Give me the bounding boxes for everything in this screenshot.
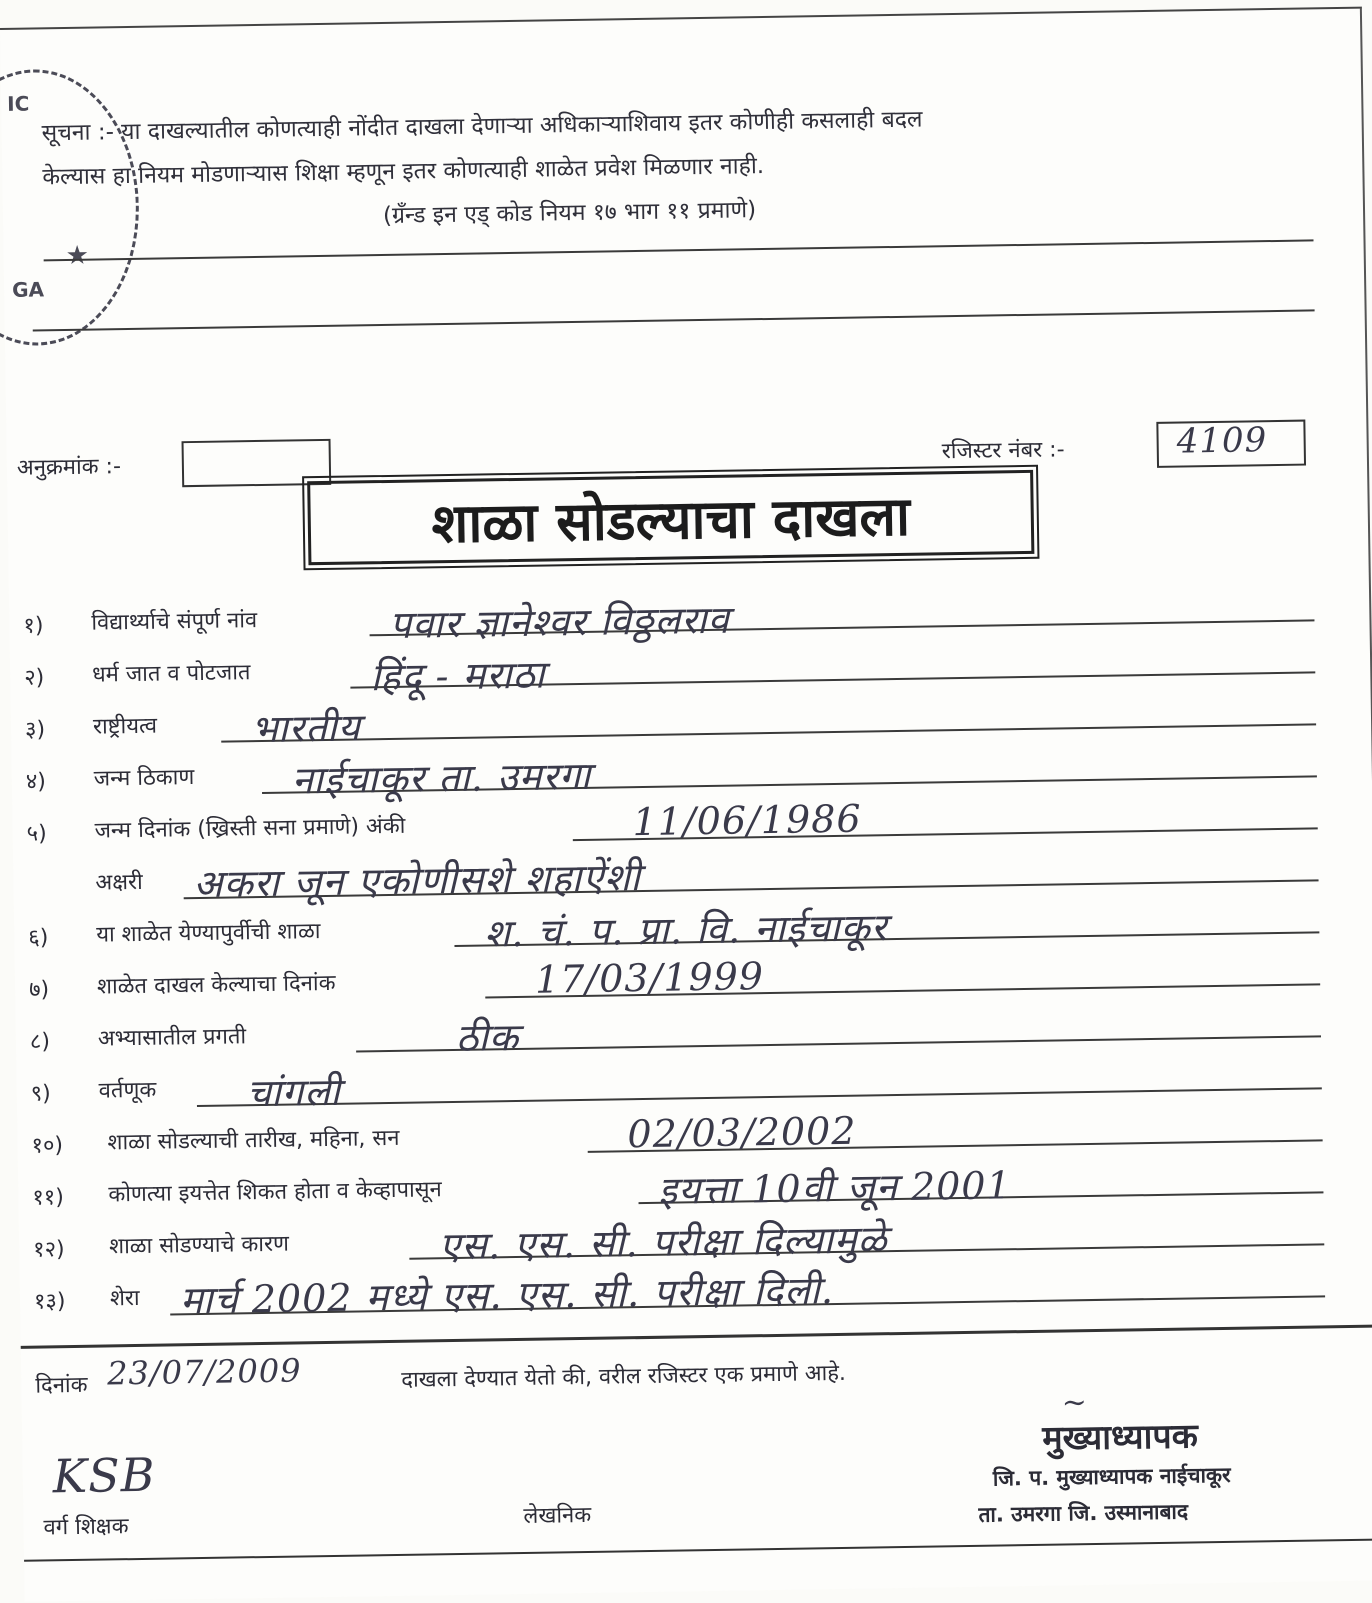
notice-line-1: सूचना :- या दाखल्यातील कोणत्याही नोंदीत दाखला देणाऱ्या अधिकाऱ्याशिवाय इतर कोणीही कसलाही बदल: [41, 106, 923, 147]
field-number: ६): [28, 925, 49, 951]
register-box: [1156, 420, 1306, 468]
footer-divider: [21, 1324, 1372, 1348]
field-value-student-name: पवार ज्ञानेश्वर विठ्ठलराव: [389, 597, 731, 647]
field-value-birth-date-words: अकरा जून एकोणीसशे शहाऐंशी: [193, 855, 642, 907]
field-number: ४): [25, 769, 47, 795]
field-label-birth-date-digits: जन्म दिनांक (ख्रिस्ती सना प्रमाणे) अंकी: [94, 813, 406, 844]
field-number: १०): [31, 1133, 64, 1159]
field-number: २): [24, 665, 45, 691]
field-label-previous-school: या शाळेत येण्यापुर्वीची शाळा: [96, 919, 321, 948]
field-value-leaving-reason: एस. एस. सी. परीक्षा दिल्यामुळे: [438, 1217, 888, 1269]
field-value-religion-caste: हिंदू - मराठा: [369, 652, 546, 700]
footer-certify-text: दाखला देण्यात येतो की, वरील रजिस्टर एक प्रमाणे आहे.: [401, 1360, 847, 1393]
field-label-nationality: राष्ट्रीयत्व: [92, 713, 158, 740]
head-school-line-1: जि. प. मुख्याध्यापक नाईचाकूर: [992, 1462, 1231, 1491]
field-label-birth-place: जन्म ठिकाण: [93, 765, 195, 792]
field-value-conduct: चांगली: [246, 1069, 342, 1116]
field-number: १): [23, 613, 44, 639]
field-number: ११): [32, 1185, 65, 1211]
stamp-star-icon: ★: [65, 240, 90, 271]
notice-line-2: केल्यास हा नियम मोडणाऱ्यास शिक्षा म्हणून इतर कोणत्याही शाळेत प्रवेश मिळणार नाही.: [42, 153, 765, 191]
serial-label: अनुक्रमांक :-: [16, 454, 122, 481]
notice-line-3: (ग्रँन्ड इन एड् कोड नियम १७ भाग ११ प्रमाणे): [382, 197, 757, 230]
field-rule: [197, 1087, 1322, 1107]
field-value-remarks: मार्च 2002 मध्ये एस. एस. सी. परीक्षा दिली.: [179, 1268, 835, 1323]
field-number: ८): [29, 1029, 51, 1055]
stamp-letters-1: IC: [7, 91, 30, 116]
footer-date-value: 23/07/2009: [106, 1351, 302, 1393]
field-label-class-since: कोणत्या इयत्तेत शिकत होता व केव्हापासून: [108, 1177, 442, 1208]
footer-date-label: दिनांक: [35, 1372, 88, 1399]
field-number: ३): [24, 717, 46, 743]
field-value-admission-date: 17/03/1999: [534, 954, 765, 1002]
field-number: १३): [33, 1289, 66, 1315]
field-label-admission-date: शाळेत दाखल केल्याचा दिनांक: [96, 970, 336, 1000]
head-title: मुख्याध्यापक: [1041, 1416, 1199, 1459]
field-number: १२): [33, 1237, 65, 1263]
register-number: 4109: [1176, 420, 1268, 462]
field-value-class-since: इयत्ता 10वी जून 2001: [658, 1163, 1013, 1213]
field-value-leaving-date: 02/03/2002: [627, 1108, 857, 1157]
class-teacher-signature: KSB: [52, 1447, 156, 1504]
field-label-student-name: विद्यार्थ्याचे संपूर्ण नांव: [91, 608, 258, 636]
class-teacher-label: वर्ग शिक्षक: [43, 1514, 129, 1541]
bottom-border: [24, 1538, 1372, 1561]
field-number: ५): [26, 821, 47, 847]
field-value-progress: ठीक: [455, 1014, 520, 1060]
field-label-leaving-reason: शाळा सोडण्याचे कारण: [108, 1231, 290, 1260]
field-rule: [221, 723, 1316, 742]
field-value-birth-date-digits: 11/06/1986: [632, 796, 862, 845]
leaving-certificate-sheet: [0, 7, 1372, 1602]
register-label: रजिस्टर नंबर :-: [941, 437, 1065, 465]
field-value-birth-place: नाईचाकूर ता. उमरगा: [291, 753, 592, 803]
head-signature: ~: [1061, 1385, 1089, 1421]
certificate-title: शाळा सोडल्याचा दाखला: [307, 470, 1034, 565]
field-label-birth-date-words: अक्षरी: [95, 869, 143, 896]
field-label-conduct: वर्तणूक: [98, 1077, 157, 1104]
serial-box: [182, 439, 332, 487]
notice-rule-2: [33, 309, 1315, 331]
field-number: ७): [28, 977, 50, 1003]
field-value-previous-school: श. चं. प. प्रा. वि. नाईचाकूर: [483, 905, 888, 956]
clerk-label: लेखनिक: [523, 1502, 592, 1529]
field-label-progress: अभ्यासातील प्रगती: [97, 1024, 247, 1052]
field-label-leaving-date: शाळा सोडल्याची तारीख, महिना, सन: [107, 1125, 400, 1156]
stamp-letters-2: GA: [11, 277, 45, 302]
field-label-religion-caste: धर्म जात व पोटजात: [91, 660, 251, 688]
field-number: ९): [30, 1081, 51, 1107]
notice-rule-1: [44, 239, 1314, 261]
field-label-remarks: शेरा: [109, 1285, 140, 1312]
field-value-nationality: भारतीय: [250, 705, 362, 752]
head-school-line-2: ता. उमरगा जि. उस्मानाबाद: [978, 1499, 1189, 1527]
